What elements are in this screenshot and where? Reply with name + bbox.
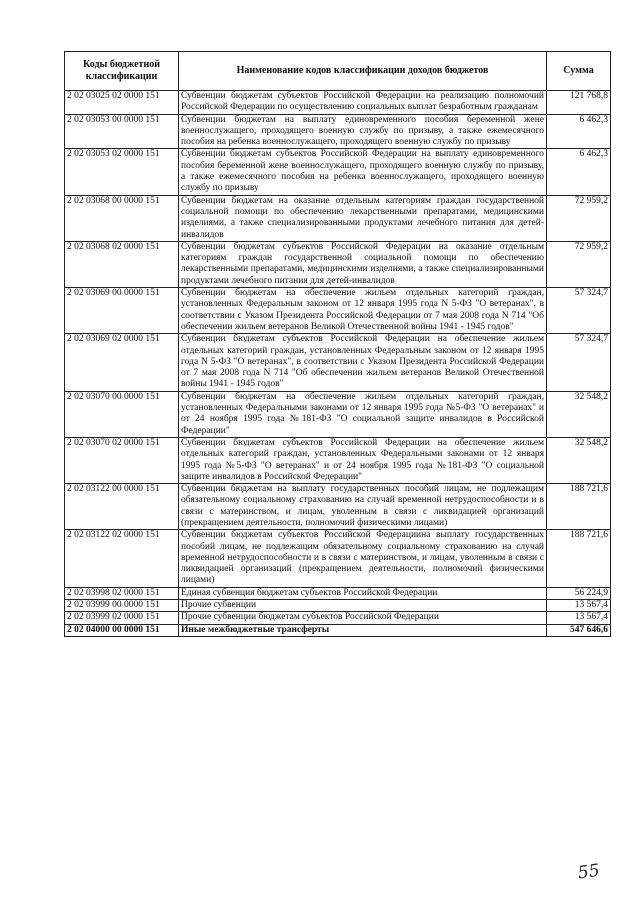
row-code: 2 02 03025 02 0000 151 bbox=[65, 91, 179, 115]
table-row bbox=[65, 530, 611, 587]
row-code: 2 02 03070 02 0000 151 bbox=[65, 437, 179, 483]
row-sum: 57 324,7 bbox=[547, 334, 611, 391]
row-name: Субвенции бюджетам на оказание отдельным категориям граждан государственной социальной помощи по обеспечению лекарственными препаратами, медицинскими изделиями, а также специализированными продуктами лечебного питания для детей-инвалидов bbox=[179, 195, 547, 241]
row-code: 2 02 03122 00 0000 151 bbox=[65, 484, 179, 530]
row-code: 2 02 03999 02 0000 151 bbox=[65, 612, 179, 624]
row-sum: 72 959,2 bbox=[547, 241, 611, 287]
row-name: Субвенции бюджетам субъектов Российской Федерации на выплату единовременного пособия беременной жене военнослужащего, проходящего военную службу по призыву, а также ежемесячного пособия на ребенка военнослужащего, проходящего военную службу по призыву bbox=[179, 149, 547, 195]
row-sum: 32 548,2 bbox=[547, 391, 611, 437]
table-row bbox=[65, 587, 611, 599]
table-row bbox=[65, 437, 611, 483]
row-name: Иные межбюджетные трансферты bbox=[179, 624, 547, 636]
row-sum: 13 567,4 bbox=[547, 612, 611, 624]
row-sum: 6 462,3 bbox=[547, 114, 611, 149]
row-name: Прочие субвенции бюджетам субъектов Российской Федерации bbox=[179, 612, 547, 624]
row-sum: 72 959,2 bbox=[547, 195, 611, 241]
row-name: Субвенции бюджетам субъектов Российской Федерации на обеспечение жильем отдельных категорий граждан, установленных Федеральными законами от 12 января 1995 года №5-ФЗ "О ветеранах" и от 24 ноября 1995 года №181-ФЗ "О социальной защите инвалидов в Российской Федерации" bbox=[179, 437, 547, 483]
row-code: 2 02 03070 00 0000 151 bbox=[65, 391, 179, 437]
row-code: 2 02 04000 00 0000 151 bbox=[65, 624, 179, 636]
row-code: 2 02 03122 02 0000 151 bbox=[65, 530, 179, 587]
row-sum: 188 721,6 bbox=[547, 484, 611, 530]
row-name: Прочие субвенции bbox=[179, 600, 547, 612]
row-sum: 6 462,3 bbox=[547, 149, 611, 195]
row-name: Субвенции бюджетам субъектов Российской Федерации на реализацию полномочий Российской Федерации по осуществлению социальных выплат безработным гражданам bbox=[179, 91, 547, 115]
row-code: 2 02 03068 02 0000 151 bbox=[65, 241, 179, 287]
row-name: Субвенции бюджетам на выплату единовременного пособия беременной жене военнослужащего, проходящего военную службу по призыву, а также ежемесячного пособия на ребенка военнослужащего, проходящего военную службу по призыву bbox=[179, 114, 547, 149]
table-row bbox=[65, 484, 611, 530]
header-code: Коды бюджетной классификации bbox=[65, 52, 179, 91]
row-sum: 121 768,8 bbox=[547, 91, 611, 115]
page-number: 55 bbox=[576, 860, 601, 884]
row-code: 2 02 03069 02 0000 151 bbox=[65, 334, 179, 391]
row-sum: 32 548,2 bbox=[547, 437, 611, 483]
row-sum: 13 567,4 bbox=[547, 600, 611, 612]
row-sum: 57 324,7 bbox=[547, 288, 611, 334]
row-name: Субвенции бюджетам на обеспечение жильем отдельных категорий граждан, установленных Федеральным законом от 12 января 1995 года N 5-ФЗ "О ветеранах", в соответствии с Указом Президента Российской Федерации от 7 мая 2008 года N 714 "Об обеспечении жильем ветеранов Великой Отечественной войны 1941 - 1945 годов" bbox=[179, 288, 547, 334]
table-row bbox=[65, 91, 611, 115]
row-code: 2 02 03998 02 0000 151 bbox=[65, 587, 179, 599]
row-code: 2 02 03053 00 0000 151 bbox=[65, 114, 179, 149]
row-sum: 188 721,6 bbox=[547, 530, 611, 587]
header-name: Наименование кодов классификации доходов бюджетов bbox=[179, 52, 547, 91]
row-name: Субвенции бюджетам на обеспечение жильем отдельных категорий граждан, установленных Федеральными законами от 12 января 1995 года №5-ФЗ "О ветеранах" и от 24 ноября 1995 года №181-ФЗ "О социальной защите инвалидов в Российской Федерации" bbox=[179, 391, 547, 437]
table-row bbox=[65, 241, 611, 287]
header-sum: Сумма bbox=[547, 52, 611, 91]
row-code: 2 02 03999 00 0000 151 bbox=[65, 600, 179, 612]
table-row bbox=[65, 195, 611, 241]
table-row bbox=[65, 288, 611, 334]
row-sum: 547 646,6 bbox=[547, 624, 611, 636]
row-name: Субвенции бюджетам субъектов Российской Федерациина выплату государственных пособий лицам, не подлежащим обязательному социальному страхованию на случай временной нетрудоспособности и в связи с материнством, и лицам, уволенным в связи с ликвидацией организаций (прекращением деятельности, полномочий физическими лицами) bbox=[179, 530, 547, 587]
row-sum: 56 224,9 bbox=[547, 587, 611, 599]
table-row bbox=[65, 334, 611, 391]
row-name: Единая субвенция бюджетам субъектов Российской Федерации bbox=[179, 587, 547, 599]
row-name: Субвенции бюджетам субъектов Российской Федерации на обеспечение жильем отдельных категорий граждан, установленных Федеральным законом от 12 января 1995 года N 5-ФЗ "О ветеранах", в соответствии с Указом Президента Российской Федерации от 7 мая 2008 года N 714 "Об обеспечении жильем ветеранов Великой Отечественной войны 1941 - 1945 годов" bbox=[179, 334, 547, 391]
table-header-row bbox=[65, 52, 611, 91]
table-row bbox=[65, 391, 611, 437]
table-row bbox=[65, 114, 611, 149]
row-name: Субвенции бюджетам на выплату государственных пособий лицам, не подлежащим обязательному социальному страхованию на случай временной нетрудоспособности и в связи с материнством, и лицам, уволенным в связи с ликвидацией организаций (прекращением деятельности, полномочий физическими лицами) bbox=[179, 484, 547, 530]
table-row bbox=[65, 612, 611, 624]
row-code: 2 02 03068 00 0000 151 bbox=[65, 195, 179, 241]
table-row bbox=[65, 600, 611, 612]
row-code: 2 02 03069 00 0000 151 bbox=[65, 288, 179, 334]
row-code: 2 02 03053 02 0000 151 bbox=[65, 149, 179, 195]
table-row bbox=[65, 149, 611, 195]
budget-revenue-table bbox=[64, 51, 611, 637]
row-name: Субвенции бюджетам субъектов Российской Федерации на оказание отдельным категориям граждан государственной социальной помощи по обеспечению лекарственными препаратами, медицинскими изделиями, а также специализированными продуктами лечебного питания для детей-инвалидов bbox=[179, 241, 547, 287]
table-row-total bbox=[65, 624, 611, 636]
